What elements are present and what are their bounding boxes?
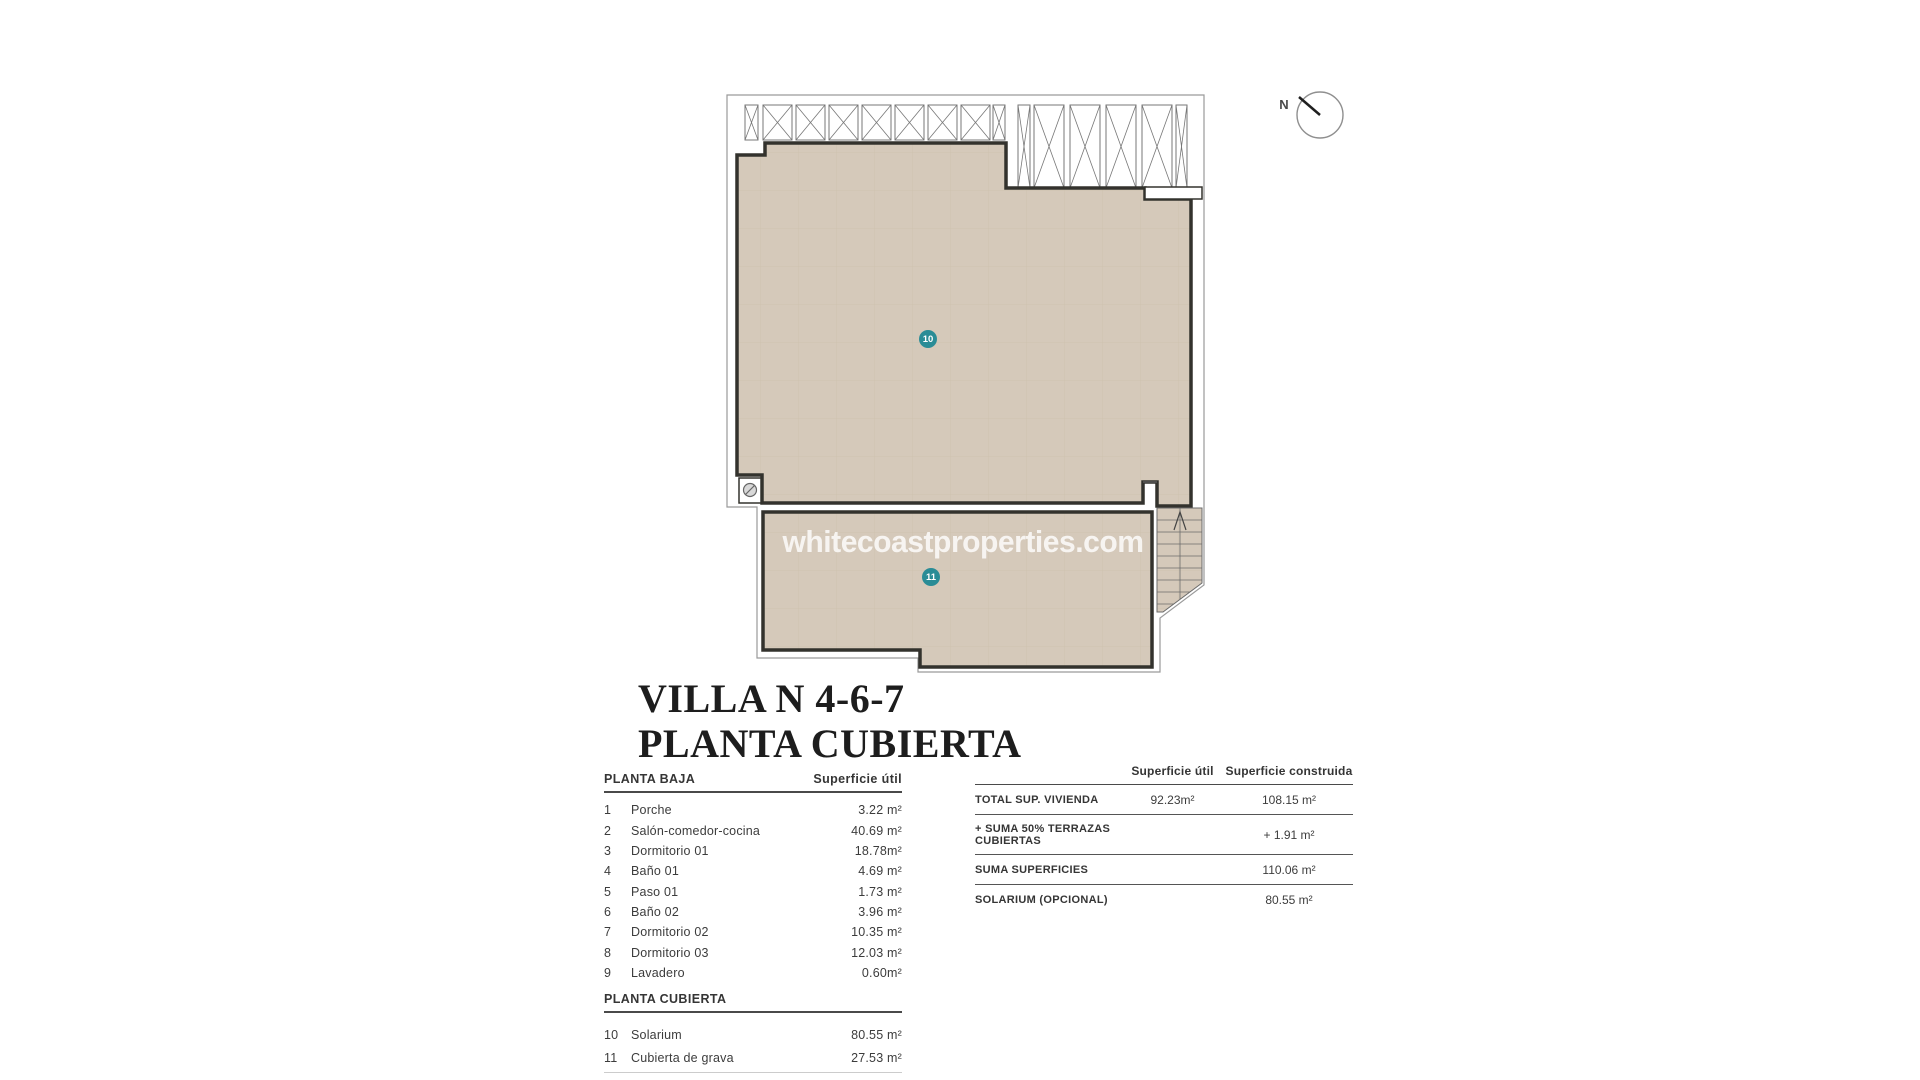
col1-header: Superficie útil — [1131, 764, 1214, 778]
totals-row-label: SOLARIUM (OPCIONAL) — [975, 894, 1108, 906]
row-name: Dormitorio 01 — [631, 843, 709, 858]
totals-table — [975, 764, 1353, 914]
row-name: Baño 01 — [631, 864, 679, 879]
area-marker-10: 10 — [919, 330, 937, 348]
row-value: 1.73 m² — [858, 884, 902, 899]
title-line2: PLANTA CUBIERTA — [638, 721, 1022, 766]
totals-row-col2: 108.15 m² — [1261, 793, 1317, 807]
surfaces-table — [604, 772, 902, 1073]
row-value: 40.69 m² — [851, 823, 902, 838]
row-num: 1 — [604, 803, 612, 818]
row-value: 18.78m² — [854, 843, 902, 858]
row-num: 10 — [604, 1027, 619, 1042]
table-row — [604, 902, 902, 922]
row-name: Lavadero — [631, 966, 685, 981]
table-row — [604, 943, 902, 963]
totals-row-label: TOTAL SUP. VIVIENDA — [975, 794, 1099, 806]
planta-cubierta-rows — [604, 1023, 902, 1069]
parapet-notch — [1145, 187, 1202, 199]
planta-baja-rows — [604, 800, 902, 983]
row-value: 27.53 m² — [851, 1050, 902, 1065]
row-num: 8 — [604, 945, 612, 960]
table-row — [604, 922, 902, 942]
row-name: Baño 02 — [631, 905, 679, 920]
totals-row — [975, 855, 1353, 885]
row-name: Porche — [631, 803, 672, 818]
area-marker-11: 11 — [922, 568, 940, 586]
row-value: 4.69 m² — [858, 864, 902, 879]
section-header: PLANTA CUBIERTA — [604, 992, 727, 1007]
totals-row — [975, 785, 1353, 815]
row-value: 3.22 m² — [858, 803, 902, 818]
row-name: Dormitorio 02 — [631, 925, 709, 940]
table-end-rule — [604, 1072, 902, 1073]
totals-table-header — [975, 764, 1353, 785]
row-value: 12.03 m² — [851, 945, 902, 960]
row-value: 10.35 m² — [851, 925, 902, 940]
row-name: Solarium — [631, 1027, 682, 1042]
row-num: 6 — [604, 905, 612, 920]
section-header-right: Superficie útil — [813, 772, 902, 786]
table-row — [604, 841, 902, 861]
col2-header: Superficie construida — [1225, 764, 1353, 778]
totals-row-col2: + 1.91 m² — [1263, 828, 1315, 842]
table-row — [604, 861, 902, 881]
totals-row — [975, 815, 1353, 855]
row-num: 7 — [604, 925, 612, 940]
table-row — [604, 820, 902, 840]
row-num: 11 — [604, 1050, 618, 1065]
row-num: 9 — [604, 966, 612, 981]
solarium-area — [737, 143, 1191, 506]
table-row — [604, 800, 902, 820]
row-num: 5 — [604, 884, 612, 899]
totals-row-col2: 110.06 m² — [1262, 863, 1316, 877]
title-line1: VILLA N 4-6-7 — [638, 676, 905, 721]
row-num: 2 — [604, 823, 612, 838]
north-compass — [1279, 92, 1343, 138]
row-value: 3.96 m² — [858, 905, 902, 920]
row-value: 80.55 m² — [851, 1027, 902, 1042]
page-title — [638, 676, 1022, 766]
row-name: Cubierta de grava — [631, 1050, 734, 1065]
totals-row-col1: 92.23m² — [1150, 793, 1195, 807]
table-row — [604, 882, 902, 902]
compass-n-label: N — [1279, 97, 1289, 112]
totals-rows — [975, 785, 1353, 914]
totals-row-label: + SUMA 50% TERRAZAS CUBIERTAS — [975, 823, 1111, 847]
totals-row-label: SUMA SUPERFICIES — [975, 864, 1089, 876]
totals-row-col2: 80.55 m² — [1265, 893, 1313, 907]
table-row — [604, 1046, 902, 1069]
row-num: 3 — [604, 843, 612, 858]
surfaces-table-header-planta-cubierta — [604, 992, 902, 1013]
row-num: 4 — [604, 864, 612, 879]
watermark: whitecoastproperties.com — [782, 524, 1144, 559]
table-row — [604, 963, 902, 983]
totals-row — [975, 885, 1353, 914]
roof-drain — [739, 478, 761, 503]
section-header: PLANTA BAJA — [604, 772, 696, 786]
row-value: 0.60m² — [861, 966, 902, 981]
surfaces-table-header-planta-baja — [604, 772, 902, 793]
row-name: Salón-comedor-cocina — [631, 823, 761, 838]
row-name: Dormitorio 03 — [631, 945, 709, 960]
row-name: Paso 01 — [631, 884, 679, 899]
table-row — [604, 1023, 902, 1046]
